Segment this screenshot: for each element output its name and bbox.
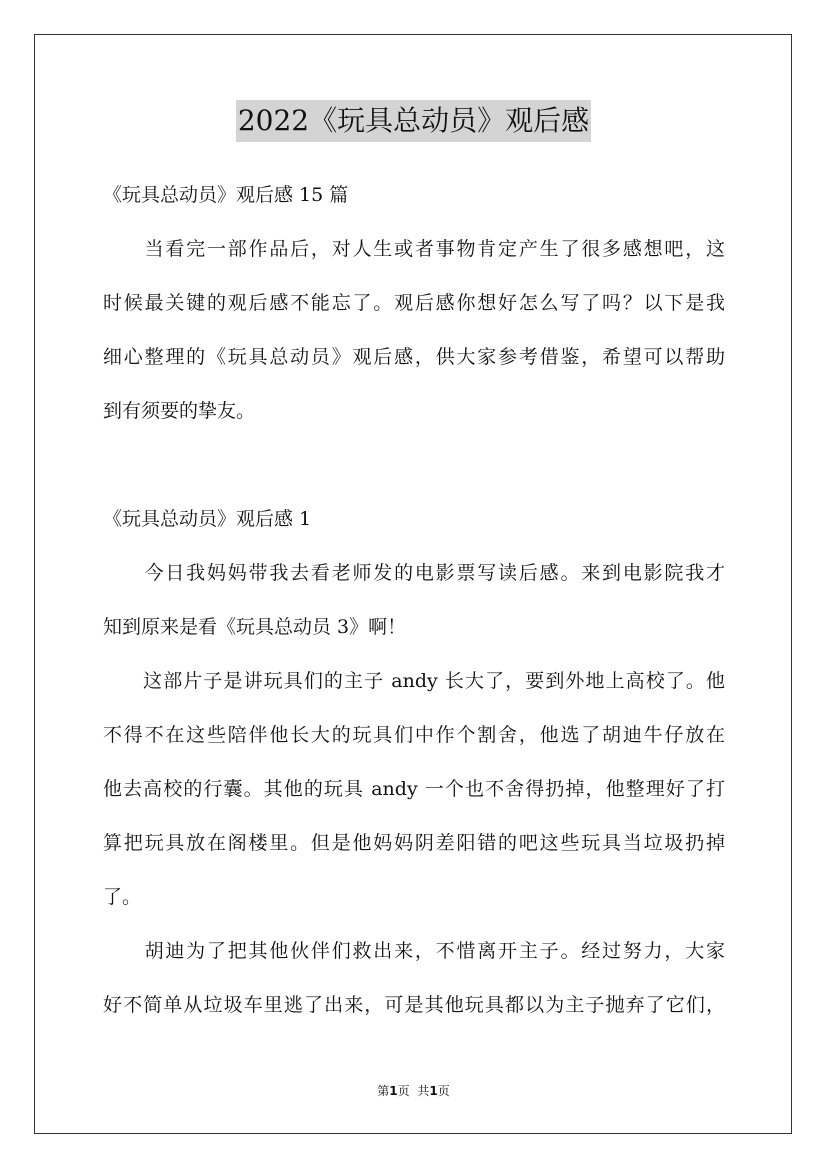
p2-line-5: 了。 xyxy=(103,886,142,908)
intro-line-1: 当看完一部作品后，对人生或者事物肯定产生了很多感想吧，这 xyxy=(103,238,725,260)
page-footer xyxy=(0,1083,827,1099)
intro-line-3: 细心整理的《玩具总动员》观后感，供大家参考借鉴，希望可以帮助 xyxy=(103,346,725,368)
intro-line-2: 时候最关键的观后感不能忘了。观后感你想好怎么写了吗？以下是我 xyxy=(103,292,725,314)
p2-line-3: 他去高校的行囊。其他的玩具 andy 一个也不舍得扔掉，他整理好了打 xyxy=(103,778,725,800)
footer-total-suffix: 页 xyxy=(437,1084,450,1098)
section-heading: 《玩具总动员》观后感 1 xyxy=(103,508,312,530)
footer-page-number: 1 xyxy=(389,1084,398,1098)
p2-line-1: 这部片子是讲玩具们的主子 andy 长大了，要到外地上高校了。他 xyxy=(103,670,725,692)
footer-total-prefix: 共 xyxy=(417,1084,430,1098)
footer-page-suffix: 页 xyxy=(397,1084,410,1098)
p1-line-1: 今日我妈妈带我去看老师发的电影票写读后感。来到电影院我才 xyxy=(103,562,725,584)
p3-line-2: 好不简单从垃圾车里逃了出来，可是其他玩具都以为主子抛弃了它们， xyxy=(103,994,725,1016)
title-container xyxy=(0,100,827,142)
p3-line-1: 胡迪为了把其他伙伴们救出来，不惜离开主子。经过努力，大家 xyxy=(103,940,725,962)
footer-total-number: 1 xyxy=(429,1084,438,1098)
footer-page-prefix: 第 xyxy=(377,1084,390,1098)
p1-line-2: 知到原来是看《玩具总动员 3》啊！ xyxy=(103,616,407,638)
document-title: 2022《玩具总动员》观后感 xyxy=(236,100,591,142)
intro-line-4: 到有须要的挚友。 xyxy=(103,400,256,422)
p2-line-4: 算把玩具放在阁楼里。但是他妈妈阴差阳错的吧这些玩具当垃圾扔掉 xyxy=(103,832,725,854)
p2-line-2: 不得不在这些陪伴他长大的玩具们中作个割舍，他选了胡迪牛仔放在 xyxy=(103,724,725,746)
subtitle: 《玩具总动员》观后感 15 篇 xyxy=(103,184,349,206)
